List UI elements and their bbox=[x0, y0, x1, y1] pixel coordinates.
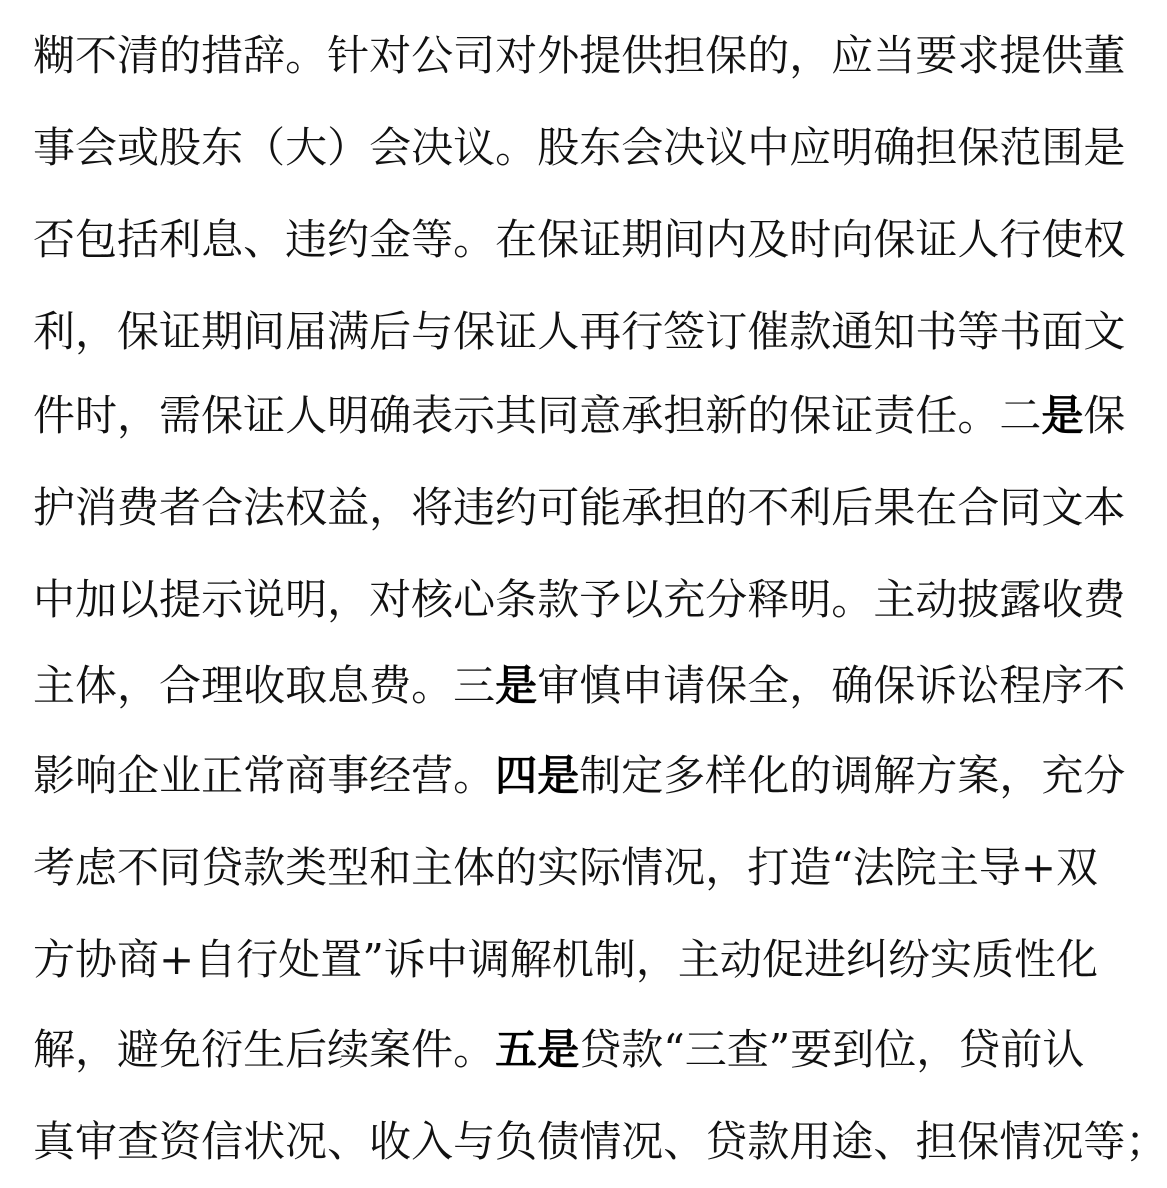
text-line-2: 事 会 或 股 东 （ 大 ） 会 决 议 。 股 东 会 决 议 中 应 明 确 担 保 范 围 是 bbox=[33, 123, 1126, 172]
text-line-13: 真 审 查 资 信 状 况 、 收 入 与 负 债 情 况 、 贷 款 用 途 、 担 保 情 况 等 ； bbox=[33, 1117, 1167, 1166]
text-line-11: 方 协 商 + 自 行 处 置 ” 诉 中 调 解 机 制 ， 主 动 促 进 纠 纷 实 质 性 化 bbox=[33, 935, 1099, 984]
text-line-4: 利 ， 保 证 期 间 届 满 后 与 保 证 人 再 行 签 订 催 款 通 知 书 等 书 面 文 bbox=[33, 307, 1126, 356]
text-line-10: 考 虑 不 同 贷 款 类 型 和 主 体 的 实 际 情 况 ， 打 造 “ 法 院 主 导 + 双 bbox=[33, 843, 1099, 892]
text-line-5: 件 时 ， 需 保 证 人 明 确 表 示 其 同 意 承 担 新 的 保 证 责 任 。 二 是 保 bbox=[33, 391, 1126, 440]
text-line-9: 影 响 企 业 正 常 商 事 经 营 。 四 是 制 定 多 样 化 的 调 解 方 案 ， 充 分 bbox=[33, 751, 1126, 800]
text-line-1: 糊 不 清 的 措 辞 。 针 对 公 司 对 外 提 供 担 保 的 ， 应 当 要 求 提 供 董 bbox=[33, 31, 1126, 80]
text-line-12: 解 ， 避 免 衍 生 后 续 案 件 。 五 是 贷 款 “ 三 查 ” 要 到 位 ， 贷 前 认 bbox=[33, 1025, 1085, 1074]
text-line-8: 主 体 ， 合 理 收 取 息 费 。 三 是 审 慎 申 请 保 全 ， 确 保 诉 讼 程 序 不 bbox=[33, 661, 1126, 710]
text-line-3: 否 包 括 利 息 、 违 约 金 等 。 在 保 证 期 间 内 及 时 向 保 证 人 行 使 权 bbox=[33, 215, 1126, 264]
text-line-7: 中 加 以 提 示 说 明 ， 对 核 心 条 款 予 以 充 分 释 明 。 主 动 披 露 收 费 bbox=[33, 575, 1126, 624]
text-line-6: 护 消 费 者 合 法 权 益 ， 将 违 约 可 能 承 担 的 不 利 后 果 在 合 同 文 本 bbox=[33, 483, 1126, 532]
